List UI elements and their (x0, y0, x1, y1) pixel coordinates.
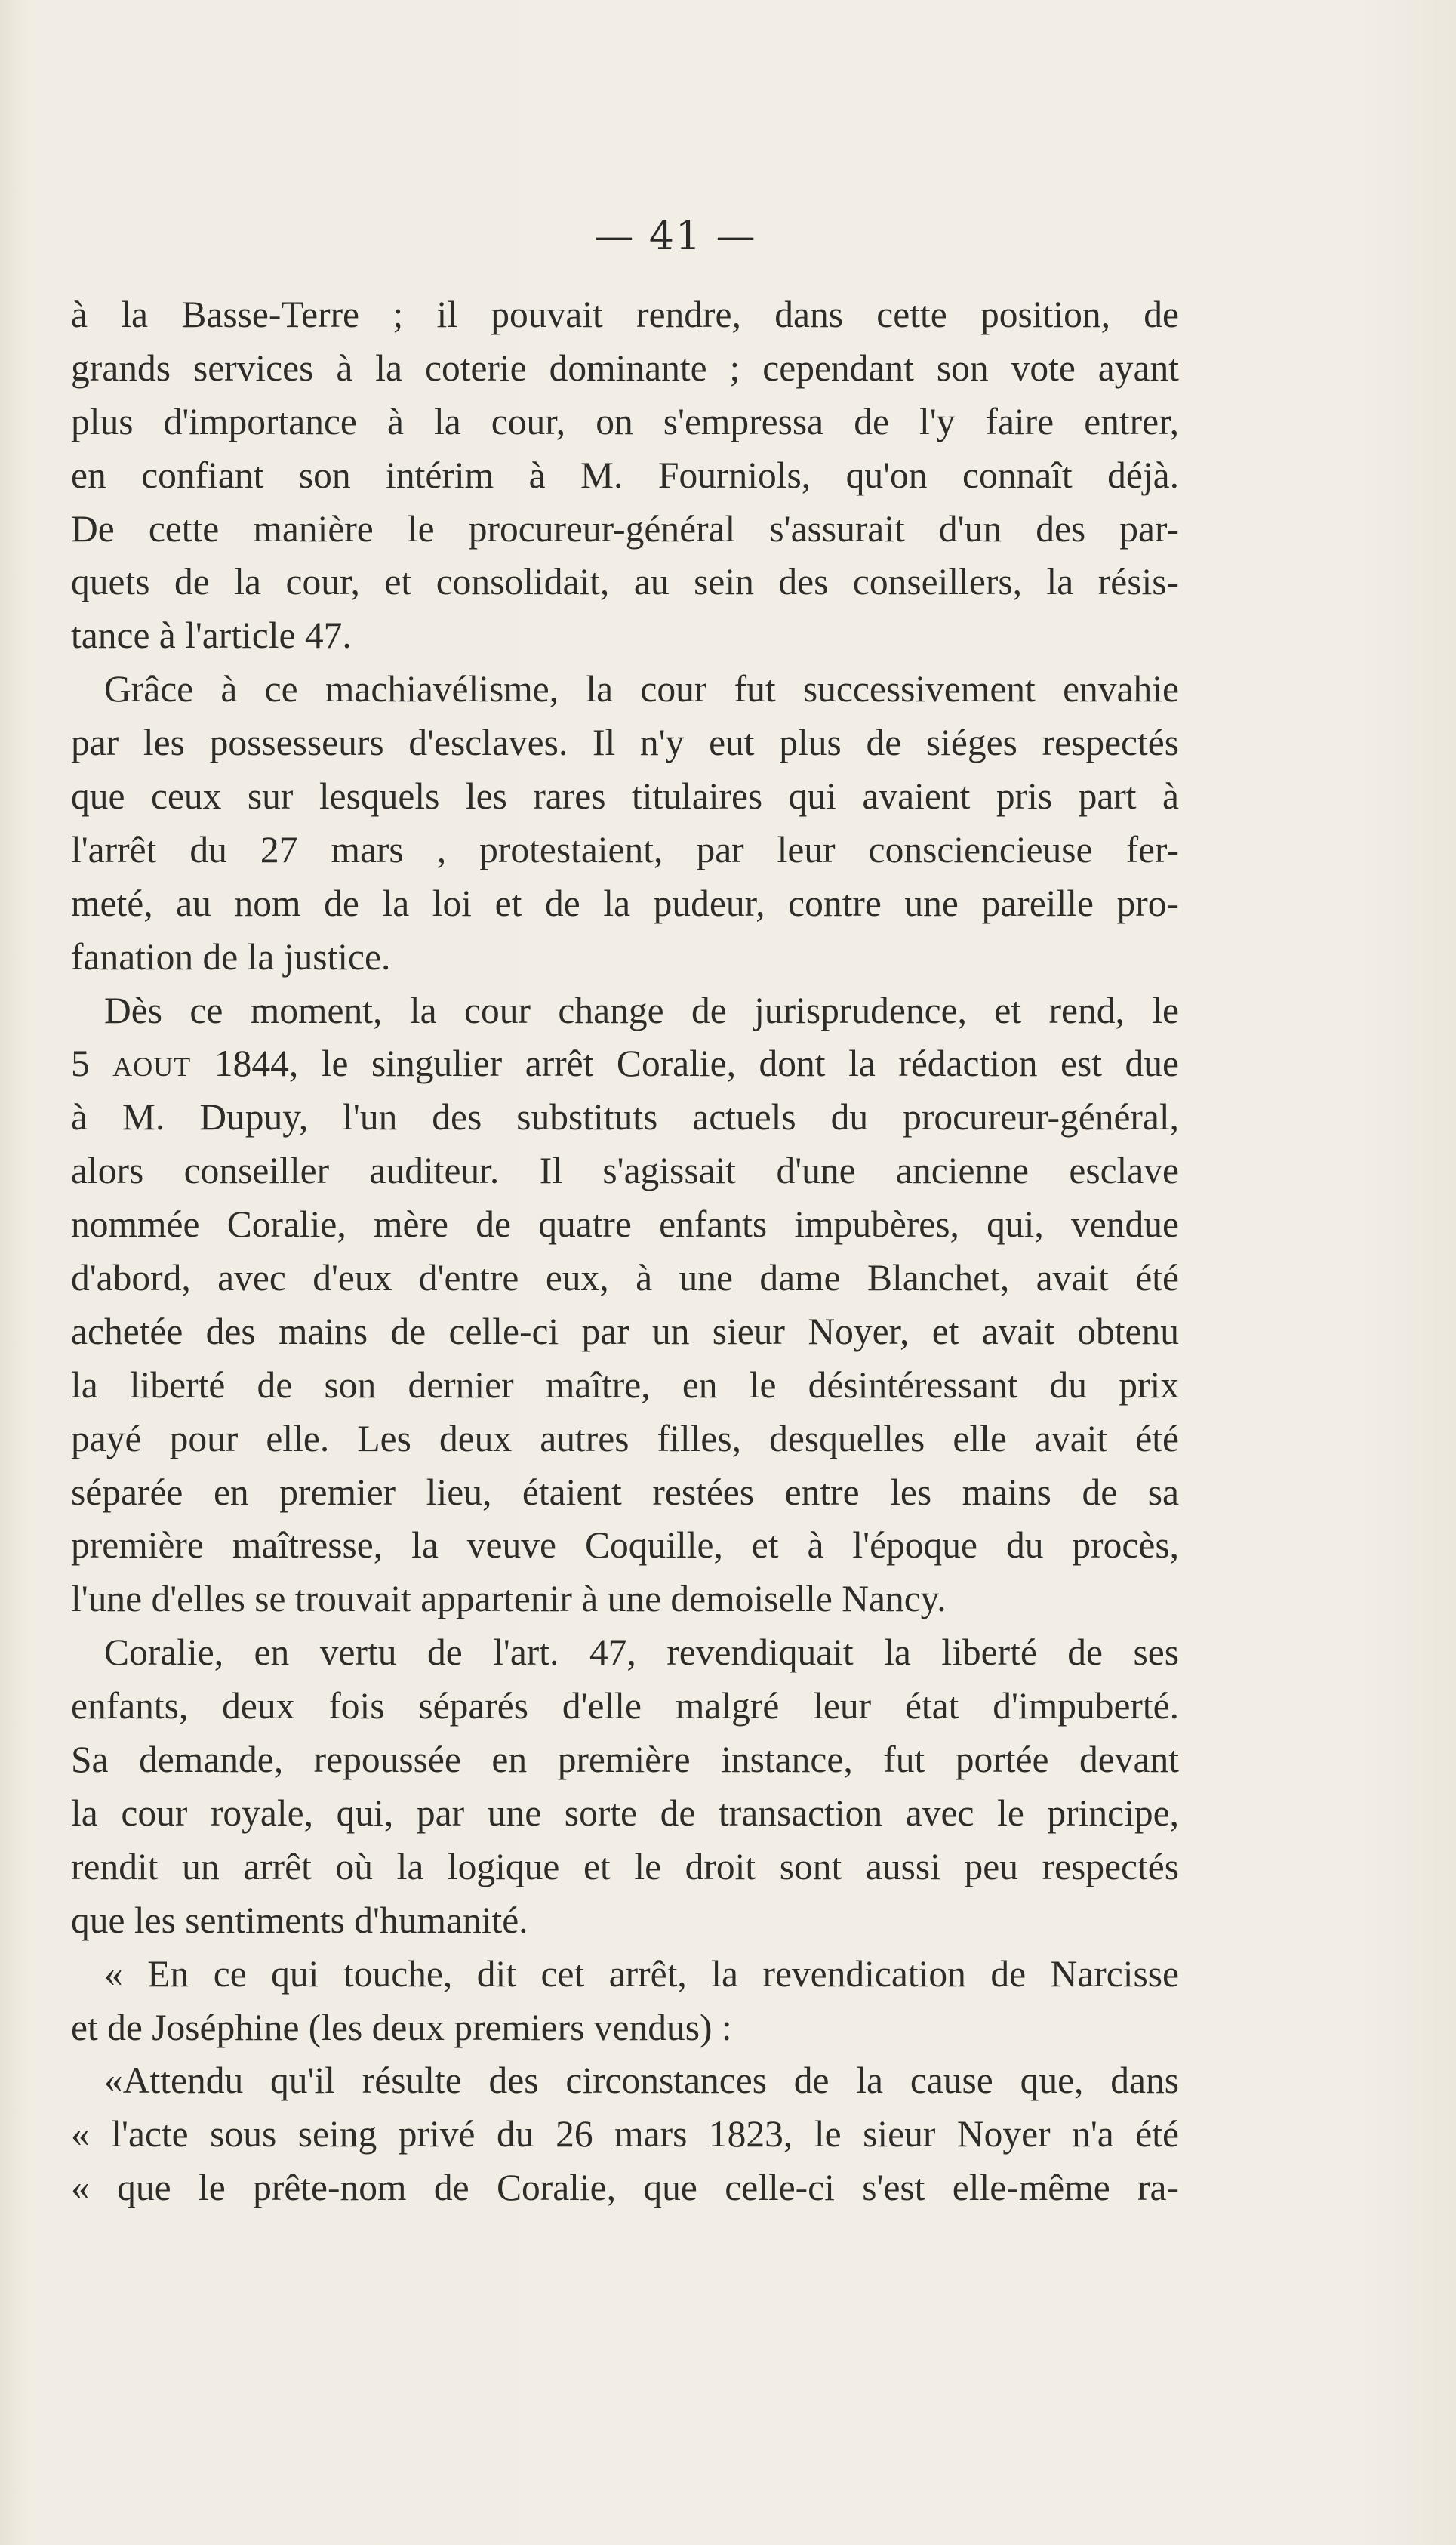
text-line: payé pour elle. Les deux autres filles, desquelles elle avait été (71, 1417, 1179, 1459)
text-line: De cette manière le procureur-général s'assurait d'un des par- (71, 507, 1179, 550)
body-text (71, 288, 1179, 2215)
text-line: Dès ce moment, la cour change de jurisprudence, et rend, le (104, 989, 1179, 1031)
text-line: l'arrêt du 27 mars , protestaient, par leur consciencieuse fer- (71, 828, 1179, 870)
text-line: et de Joséphine (les deux premiers vendus) : (71, 2006, 732, 2048)
text-line: la cour royale, qui, par une sorte de transaction avec le principe, (71, 1792, 1179, 1834)
text-line: nommée Coralie, mère de quatre enfants impubères, qui, vendue (71, 1203, 1179, 1246)
text-line: tance à l'article 47. (71, 615, 352, 657)
text-line: à la Basse-Terre ; il pouvait rendre, dans cette position, de (71, 294, 1179, 335)
text-line: « l'acte sous seing privé du 26 mars 1823, le sieur Noyer n'a été (71, 2113, 1179, 2155)
text-line: d'abord, avec d'eux d'entre eux, à une dame Blanchet, avait été (71, 1257, 1179, 1299)
text-line: enfants, deux fois séparés d'elle malgré leur état d'impuberté. (71, 1685, 1179, 1727)
text-line: en confiant son intérim à M. Fourniols, qu'on connaît déjà. (71, 454, 1179, 496)
text-line: Sa demande, repoussée en première instance, fut portée devant (71, 1739, 1179, 1781)
text-line: à M. Dupuy, l'un des substituts actuels du procureur-général, (71, 1096, 1179, 1138)
text-line: la liberté de son dernier maître, en le désintéressant du prix (71, 1363, 1179, 1406)
line-continuation: 1844, le singulier arrêt Coralie, dont la rédaction est due (191, 1043, 1179, 1085)
text-line: Coralie, en vertu de l'art. 47, revendiquait la liberté de ses (104, 1631, 1179, 1674)
text-line: première maîtresse, la veuve Coquille, et à l'époque du procès, (71, 1524, 1179, 1567)
text-line: séparée en premier lieu, étaient restées entre les mains de sa (71, 1471, 1179, 1513)
text-line: «Attendu qu'il résulte des circonstances de la cause que, dans (104, 2060, 1179, 2102)
date-day: 5 (71, 1043, 113, 1085)
text-line: l'une d'elles se trouvait appartenir à une demoiselle Nancy. (71, 1578, 947, 1620)
text-line: que les sentiments d'humanité. (71, 1899, 528, 1941)
text-line: alors conseiller auditeur. Il s'agissait d'une ancienne esclave (71, 1150, 1179, 1192)
text-line: « que le prête-nom de Coralie, que celle-ci s'est elle-même ra- (71, 2167, 1179, 2209)
text-line: achetée des mains de celle-ci par un sieur Noyer, et avait obtenu (71, 1310, 1179, 1352)
page-number: — 41 — (594, 214, 757, 259)
text-line: Grâce à ce machiavélisme, la cour fut successivement envahie (104, 668, 1179, 710)
text-line: rendit un arrêt où la logique et le droit sont aussi peu respectés (71, 1845, 1179, 1887)
text-line: « En ce qui touche, dit cet arrêt, la revendication de Narcisse (104, 1952, 1179, 1995)
text-line (71, 1037, 1179, 1091)
text-line: grands services à la coterie dominante ; cependant son vote ayant (71, 347, 1179, 389)
text-line: plus d'importance à la cour, on s'empressa de l'y faire entrer, (71, 400, 1179, 442)
text-line: fanation de la justice. (71, 935, 391, 978)
date-month-small-caps: AOUT (112, 1052, 192, 1083)
text-line: par les possesseurs d'esclaves. Il n'y eut plus de siéges respectés (71, 722, 1179, 764)
text-line: quets de la cour, et consolidait, au sein des conseillers, la résis- (71, 561, 1179, 603)
text-line: meté, au nom de la loi et de la pudeur, contre une pareille pro- (71, 882, 1179, 924)
text-line: que ceux sur lesquels les rares titulaires qui avaient pris part à (71, 775, 1179, 818)
